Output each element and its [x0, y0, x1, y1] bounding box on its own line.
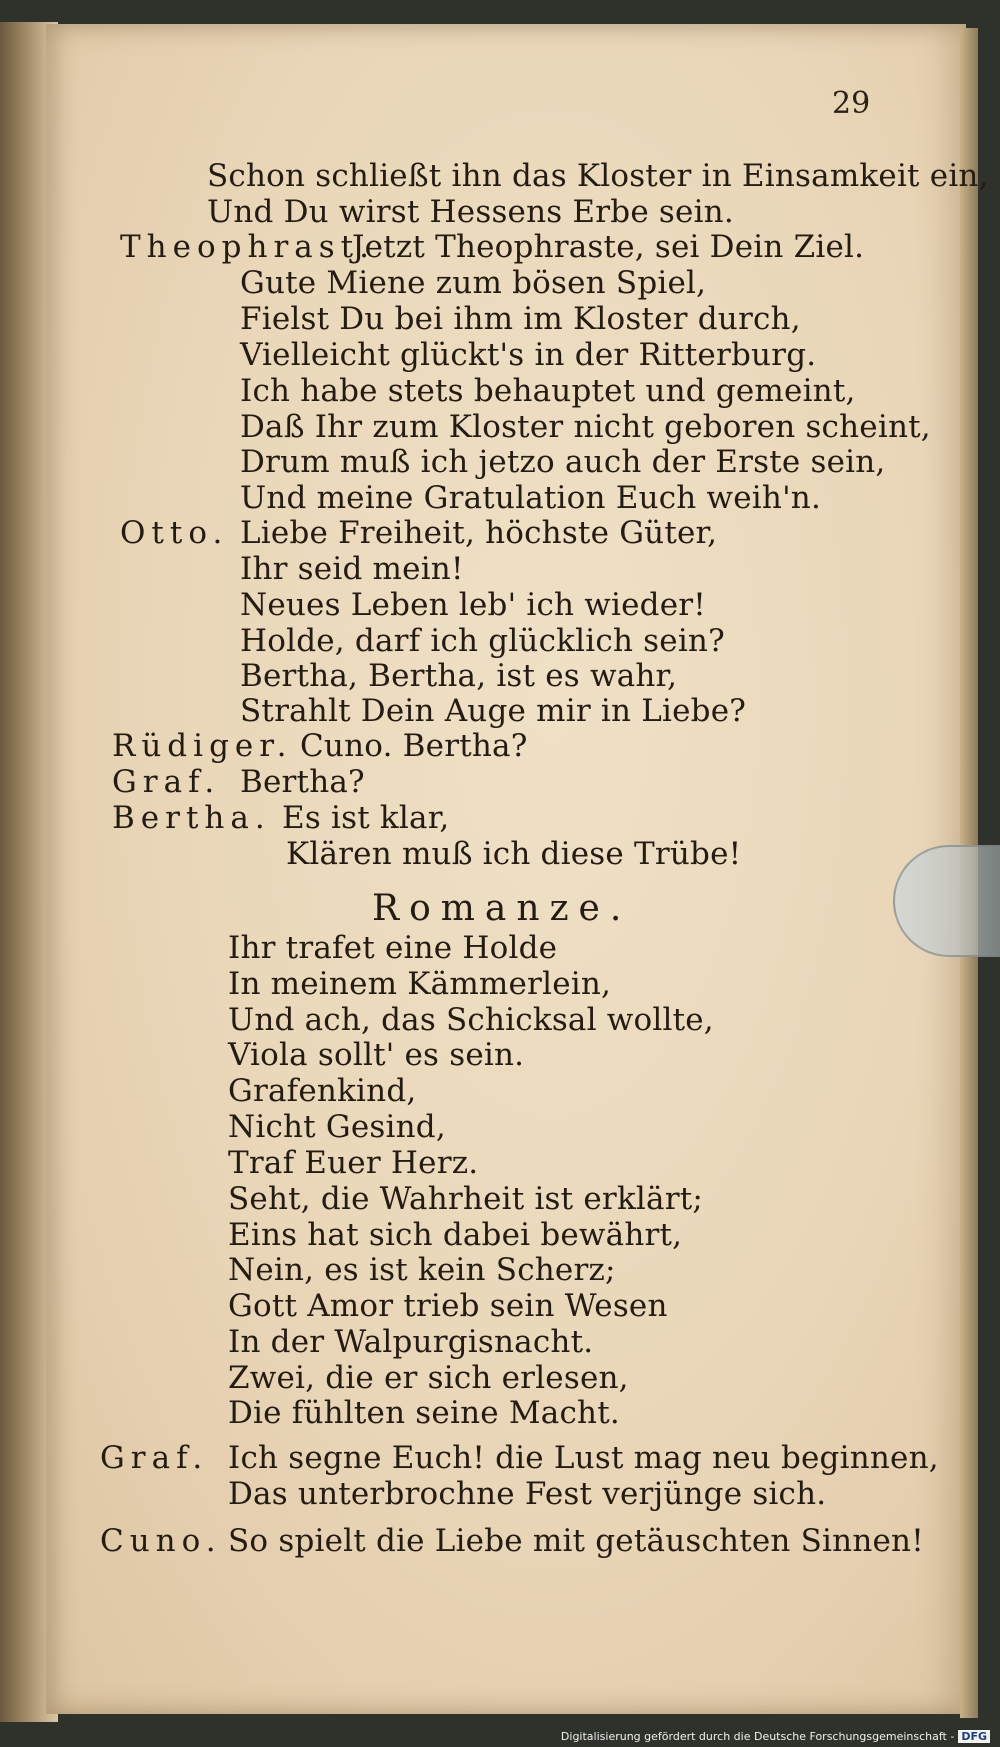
verse-line: In der Walpurgisnacht.: [228, 1324, 594, 1360]
speaker-name: Cuno.: [100, 1523, 222, 1559]
verse-line: Liebe Freiheit, höchste Güter,: [240, 515, 718, 551]
verse-line: Viola sollt' es sein.: [228, 1037, 525, 1073]
verse-line: Gute Miene zum bösen Spiel,: [240, 265, 707, 301]
verse-line: Jetzt Theophraste, sei Dein Ziel.: [352, 229, 865, 265]
verse-line: Fielst Du bei ihm im Kloster durch,: [240, 301, 801, 337]
speaker-name: Otto.: [120, 515, 229, 551]
verse-line: Nein, es ist kein Scherz;: [228, 1252, 616, 1288]
speaker-name: Theophrast.: [120, 229, 375, 265]
verse-line: In meinem Kämmerlein,: [228, 966, 612, 1002]
verse-line: Drum muß ich jetzo auch der Erste sein,: [240, 444, 886, 480]
page-number: 29: [832, 86, 871, 121]
verse-line: Ihr seid mein!: [240, 551, 464, 587]
footer-text: Digitalisierung gefördert durch die Deutsche Forschungsgemeinschaft -: [560, 1730, 955, 1743]
verse-line: Das unterbrochne Fest verjünge sich.: [228, 1476, 827, 1512]
verse-line: Zwei, die er sich erlesen,: [228, 1360, 629, 1396]
verse-line: Und Du wirst Hessens Erbe sein.: [207, 194, 734, 230]
page-clip: [893, 845, 1000, 957]
dfg-logo: DFG: [958, 1730, 990, 1743]
verse-line: Bertha, Bertha, ist es wahr,: [240, 658, 678, 694]
speaker-name: Graf.: [112, 764, 221, 800]
verse-line: Die fühlten seine Macht.: [228, 1395, 620, 1431]
verse-line: Grafenkind,: [228, 1073, 417, 1109]
verse-line: Gott Amor trieb sein Wesen: [228, 1288, 668, 1324]
speaker-name: Rüdiger.: [112, 728, 293, 764]
verse-line: Ich habe stets behauptet und gemeint,: [240, 373, 856, 409]
verse-line: Schon schließt ihn das Kloster in Einsamkeit ein,: [207, 158, 989, 194]
verse-line: Klären muß ich diese Trübe!: [286, 836, 742, 872]
verse-line: Neues Leben leb' ich wieder!: [240, 587, 706, 623]
section-heading: Romanze.: [372, 888, 632, 929]
verse-line: Bertha?: [240, 764, 365, 800]
verse-line: Ihr trafet eine Holde: [228, 930, 558, 966]
verse-line: Nicht Gesind,: [228, 1109, 446, 1145]
verse-line: Seht, die Wahrheit ist erklärt;: [228, 1181, 704, 1217]
verse-line: Strahlt Dein Auge mir in Liebe?: [240, 693, 747, 729]
verse-line: Es ist klar,: [282, 800, 450, 836]
verse-line: Daß Ihr zum Kloster nicht geboren scheint,: [240, 409, 931, 445]
verse-line: Cuno. Bertha?: [300, 728, 528, 764]
verse-line: Und ach, das Schicksal wollte,: [228, 1002, 714, 1038]
footer-credit: [561, 1730, 990, 1743]
speaker-name: Graf.: [100, 1440, 209, 1476]
verse-line: Holde, darf ich glücklich sein?: [240, 623, 725, 659]
verse-line: Und meine Gratulation Euch weih'n.: [240, 480, 822, 516]
verse-line: Vielleicht glückt's in der Ritterburg.: [240, 337, 817, 373]
verse-line: Traf Euer Herz.: [228, 1145, 479, 1181]
speaker-name: Bertha.: [112, 800, 271, 836]
verse-line: Eins hat sich dabei bewährt,: [228, 1217, 683, 1253]
verse-line: Ich segne Euch! die Lust mag neu beginnen,: [228, 1440, 939, 1476]
verse-line: So spielt die Liebe mit getäuschten Sinnen!: [228, 1523, 924, 1559]
